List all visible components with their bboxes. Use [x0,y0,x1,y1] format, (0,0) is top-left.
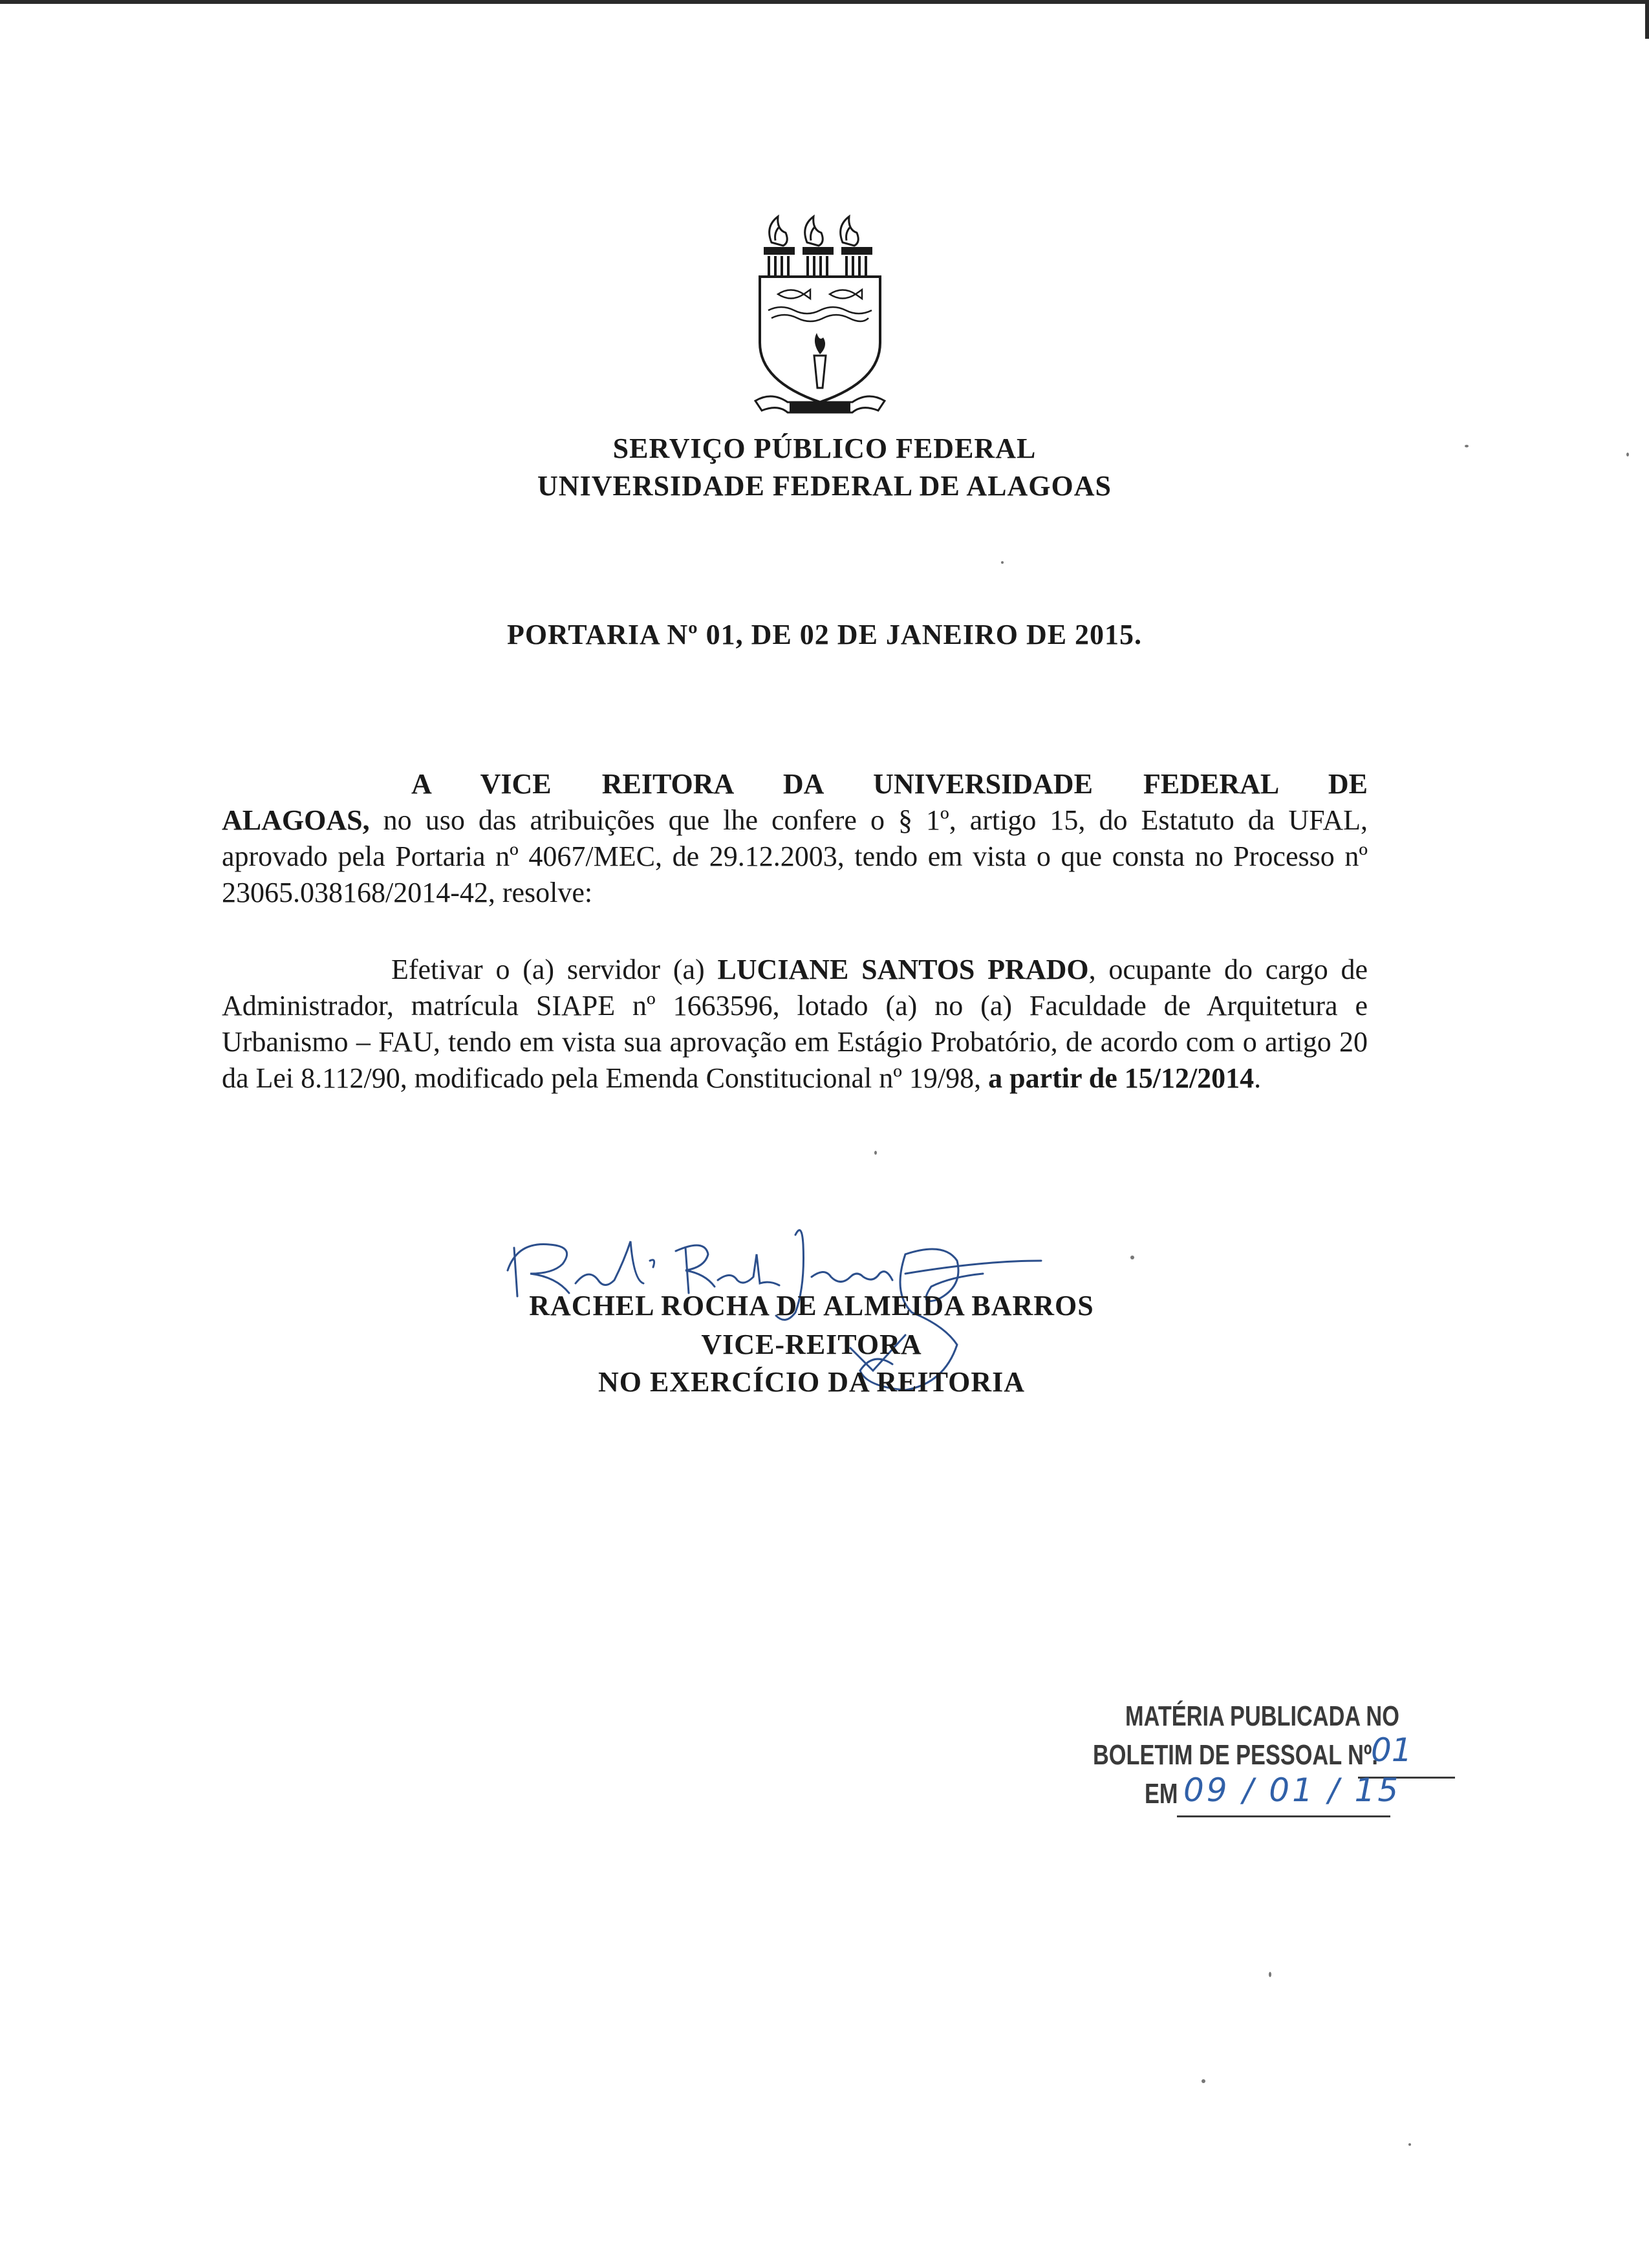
document-title: PORTARIA Nº 01, DE 02 DE JANEIRO DE 2015. [506,619,1143,650]
preamble-lead: A VICE REITORA DA UNIVERSIDADE FEDERAL DE ALAGOAS, [222,768,1368,836]
resolution-paragraph [222,952,1368,1097]
signatory-capacity: NO EXERCÍCIO DA REITORIA [598,1366,1026,1398]
resolution-text-2: , ocupante do cargo de Administrador, matrícula SIAPE nº 1663596, lotado (a) no (a) Faculdade de Arquitetura e Urbanismo – FAU, tendo em vista sua aprovação em Estágio Probatório, de acordo com o artigo 20 da Lei 8.112/90, modificado pela Emenda Constitucional nº 19/98, [222,954,1368,1094]
stamp-handwritten-date: 09 / 01 / 15 [1183,1771,1401,1809]
signatory-name: RACHEL ROCHA DE ALMEIDA BARROS [529,1290,1094,1321]
stamp-line-2: BOLETIM DE PESSOAL Nº. [1093,1739,1378,1771]
resolution-text-3: . [1254,1062,1262,1094]
preamble-paragraph [222,766,1368,911]
scan-top-border [0,0,1649,4]
stamp-line-3: EM [1145,1778,1178,1810]
stamp-line-1: MATÉRIA PUBLICADA NO [1125,1700,1399,1732]
university-crest-icon [752,213,888,420]
stamp-date-underline [1177,1815,1390,1817]
resolution-text-1: Efetivar o (a) servidor (a) [391,954,718,985]
header-line-1: SERVIÇO PÚBLICO FEDERAL [612,433,1037,464]
publication-stamp [1086,1700,1474,1830]
stamp-handwritten-number: 01 [1371,1731,1412,1769]
signatory-role: VICE-REITORA [701,1329,922,1360]
header-line-2: UNIVERSIDADE FEDERAL DE ALAGOAS [537,470,1112,502]
preamble-text: no uso das atribuições que lhe confere o § 1º, artigo 15, do Estatuto da UFAL, aprovado pela Portaria nº 4067/MEC, de 29.12.2003, tendo em vista o que consta no Processo nº 23065.038168/2014-42, resolve: [222,804,1368,908]
servant-name: LUCIANE SANTOS PRADO [717,954,1089,985]
scan-right-border [1645,0,1649,39]
effective-date-clause: a partir de 15/12/2014 [988,1062,1255,1094]
